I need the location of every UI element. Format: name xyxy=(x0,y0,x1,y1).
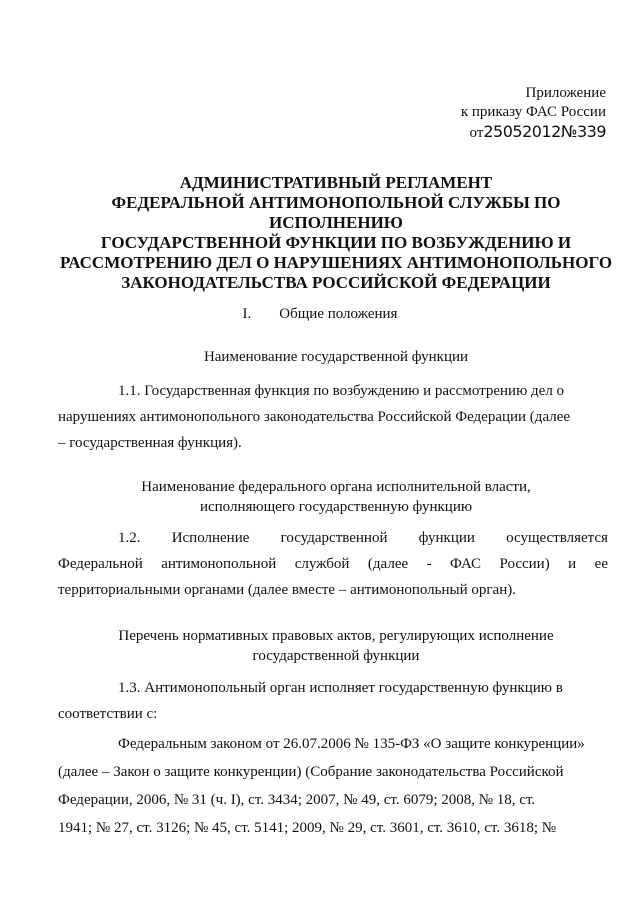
paragraph-line: территориальными органами (далее вместе – антимонопольный орган). xyxy=(58,582,516,598)
section-number: I. xyxy=(242,306,252,322)
title-line: ЗАКОНОДАТЕЛЬСТВА РОССИЙСКОЙ ФЕДЕРАЦИИ xyxy=(121,273,551,292)
word: - xyxy=(426,556,432,572)
word: функции xyxy=(418,530,475,546)
appendix-label: Приложение xyxy=(525,85,606,101)
subheading-executive-body xyxy=(60,477,612,517)
paragraph-federal-law xyxy=(58,730,608,842)
word: осуществляется xyxy=(506,530,608,546)
paragraph-line: – государственная функция). xyxy=(58,435,242,451)
paragraph-line xyxy=(58,551,608,577)
paragraph-line: 1941; № 27, ст. 3126; № 45, ст. 5141; 2009, № 29, ст. 3601, ст. 3610, ст. 3618; № xyxy=(58,820,557,836)
word: Исполнение xyxy=(171,530,250,546)
section-heading xyxy=(60,304,580,324)
word: службой xyxy=(294,556,350,572)
title-line: РАССМОТРЕНИЮ ДЕЛ О НАРУШЕНИЯХ АНТИМОНОПОЛЬНОГО xyxy=(60,253,613,272)
paragraph-1-2 xyxy=(58,525,608,603)
title-line: ФЕДЕРАЛЬНОЙ АНТИМОНОПОЛЬНОЙ СЛУЖБЫ ПО xyxy=(111,193,561,212)
title-line: ГОСУДАРСТВЕННОЙ ФУНКЦИИ ПО ВОЗБУЖДЕНИЮ И xyxy=(100,233,572,252)
paragraph-1-3 xyxy=(58,675,608,727)
appendix-date-prefix: от xyxy=(469,125,484,141)
paragraph-line: соответствии с: xyxy=(58,706,158,722)
paragraph-line: нарушениях антимонопольного законодательства Российской Федерации (далее xyxy=(58,409,571,425)
word: (далее xyxy=(367,556,409,572)
appendix-order-date xyxy=(461,122,606,143)
appendix-order-reference: к приказу ФАС России xyxy=(460,104,606,120)
word: государственной xyxy=(280,530,388,546)
paragraph-line: Федеральным законом от 26.07.2006 № 135-ФЗ «О защите конкуренции» xyxy=(118,736,585,752)
handwritten-date-number: 25052012№339 xyxy=(483,122,606,141)
title-line: ИСПОЛНЕНИЮ xyxy=(269,213,403,232)
section-title: Общие положения xyxy=(279,306,398,322)
subheading-line: исполняющего государственную функцию xyxy=(199,499,473,515)
document-title xyxy=(60,173,612,293)
subheading-line: государственной функции xyxy=(252,648,420,664)
subheading-legal-acts xyxy=(60,626,612,666)
subheading-line: Наименование федерального органа исполнительной власти, xyxy=(141,479,531,495)
word: Федеральной xyxy=(58,556,143,572)
word: России) xyxy=(499,556,550,572)
paragraph-line: 1.3. Антимонопольный орган исполняет государственную функцию в xyxy=(118,680,563,696)
paragraph-line xyxy=(58,525,608,551)
word: и xyxy=(568,556,577,572)
word: антимонопольной xyxy=(161,556,277,572)
paragraph-line: 1.1. Государственная функция по возбуждению и рассмотрению дел о xyxy=(118,383,565,399)
paragraph-1-1 xyxy=(58,378,608,456)
subheading-line: Перечень нормативных правовых актов, регулирующих исполнение xyxy=(118,628,554,644)
paragraph-line: (далее – Закон о защите конкуренции) (Собрание законодательства Российской xyxy=(58,764,564,780)
subheading-function-name xyxy=(60,347,612,367)
subheading-line: Наименование государственной функции xyxy=(203,349,469,365)
word: ее xyxy=(594,556,608,572)
paragraph-line: Федерации, 2006, № 31 (ч. I), ст. 3434; 2007, № 49, ст. 6079; 2008, № 18, ст. xyxy=(58,792,536,808)
appendix-block xyxy=(461,84,606,143)
title-line: АДМИНИСТРАТИВНЫЙ РЕГЛАМЕНТ xyxy=(179,173,493,192)
word: ФАС xyxy=(450,556,482,572)
word: 1.2. xyxy=(118,530,141,546)
